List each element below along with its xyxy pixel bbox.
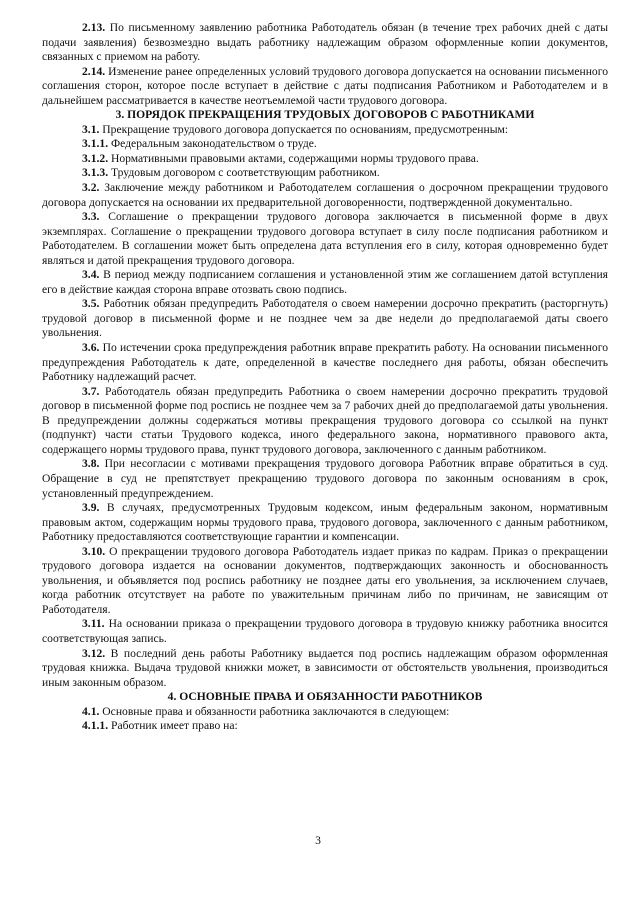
clause-number: 3.2. (82, 181, 100, 195)
clause-number: 2.14. (82, 64, 106, 78)
section-3-heading: 3. ПОРЯДОК ПРЕКРАЩЕНИЯ ТРУДОВЫХ ДОГОВОРОВ С РАБОТНИКАМИ (115, 108, 535, 122)
clause-number: 3.1.1. (82, 137, 109, 151)
clause-number: 3.1.2. (82, 151, 109, 165)
clause-text: Основные права и обязанности работника заключаются в следующем: (102, 704, 450, 718)
clause-text: Работник обязан предупредить Работодателя о своем намерении досрочно прекратить (расторгнуть) трудовой договор в письменной форме и не позднее чем за две недели до предполагаемой даты своего увольнения. (42, 297, 609, 340)
clause-text: Заключение между работником и Работодателем соглашения о досрочном прекращении трудового договора допускается на основании их предварительной договоренности, подтвержденной документально. (42, 181, 608, 209)
clause-text: По письменному заявлению работника Работодатель обязан (в течение трех рабочих дней с даты подачи заявления) безвозмездно выдать работнику надлежащим образом оформленные копии документов, связанных с приемом на работу. (42, 21, 608, 64)
clause-number: 3.4. (82, 268, 100, 282)
clause-text: Трудовым договором с соответствующим работником. (111, 166, 380, 180)
clause-3-1 (42, 123, 608, 138)
clause-4-1-1 (42, 719, 608, 734)
clause-3-10 (42, 545, 608, 618)
clause-number: 3.6. (82, 341, 100, 355)
clause-3-9 (42, 501, 608, 545)
clause-3-1-1 (42, 137, 608, 152)
clause-text: О прекращении трудового договора Работодатель издает приказ по кадрам. Приказ о прекращении трудового договора издается на основании документов, подтверждающих законность и обоснованность увольнения, и объявляется под роспись работнику не позднее даты его увольнения, за исключением случаев, когда работник отсутствует на работе по уважительным причинам либо по причинам, не зависящим от Работодателя. (42, 544, 608, 616)
clause-3-8 (42, 457, 608, 501)
clause-text: Изменение ранее определенных условий трудового договора допускается на основании письменного соглашения сторон, которое после вступает в действие с даты подписания Работником и Работодателем и в дальнейшем рассматривается в качестве неотъемлемой части трудового договора. (42, 64, 608, 107)
clause-number: 3.10. (82, 544, 106, 558)
clause-3-2 (42, 181, 608, 210)
clause-number: 3.3. (82, 210, 100, 224)
clause-2-14 (42, 65, 608, 109)
clause-number: 3.12. (82, 646, 106, 660)
clause-number: 4.1. (82, 704, 100, 718)
clause-number: 3.1. (82, 122, 100, 136)
clause-number: 3.5. (82, 297, 100, 311)
clause-4-1 (42, 705, 608, 720)
clause-text: Нормативными правовыми актами, содержащими нормы трудового права. (111, 151, 479, 165)
clause-text: Работодатель обязан предупредить Работника о своем намерении досрочно прекратить трудовой договор в письменной форме под роспись не позднее чем за 7 рабочих дней до предполагаемой даты увольнения. В предупреждении должны содержаться мотивы прекращения трудового договора со ссылкой на пункт (подпункт) части статьи Трудового кодекса, иного федерального закона, нормативного правового акта, содержащего нормы трудового права, пункт трудового договора, заключенного с данным работником. (42, 384, 608, 456)
clause-text: При несогласии с мотивами прекращения трудового договора Работник вправе обратиться в суд. Обращение в суд не препятствует прекращению трудового договора по законным основаниям в срок, установленный предупреждением. (42, 457, 608, 500)
clause-2-13 (42, 21, 608, 65)
clause-3-1-3 (42, 166, 608, 181)
clause-text: По истечении срока предупреждения работник вправе прекратить работу. На основании письменного предупреждения Работодатель к дате, определенной в качестве последнего дня работы, обязан обеспечить Работнику надлежащий расчет. (42, 341, 608, 384)
clause-number: 3.9. (82, 501, 100, 515)
clause-3-1-2 (42, 152, 608, 167)
clause-text: На основании приказа о прекращении трудового договора в трудовую книжку работника вносится соответствующая запись. (42, 617, 608, 645)
clause-text: Работник имеет право на: (111, 719, 238, 733)
clause-number: 2.13. (82, 21, 106, 34)
page-number: 3 (315, 834, 321, 847)
clause-number: 3.1.3. (82, 166, 109, 180)
clause-3-11 (42, 617, 608, 646)
clause-number: 4.1.1. (82, 719, 109, 733)
clause-3-3 (42, 210, 608, 268)
document-page (42, 21, 608, 734)
clause-number: 3.11. (82, 617, 105, 631)
clause-number: 3.7. (82, 384, 100, 398)
clause-text: В период между подписанием соглашения и установленной этим же соглашением датой вступления его в действие каждая сторона вправе отозвать свою подпись. (42, 268, 608, 296)
clause-3-4 (42, 268, 608, 297)
clause-3-12 (42, 647, 608, 691)
clause-text: Соглашение о прекращении трудового договора заключается в письменной форме в двух экземплярах. Соглашение о прекращении трудового договора вступает в силу после подписания работником и Работодателем. В соглашении может быть определена дата вступления его в силу, которая одновременно будет являться и датой прекращения трудового договора. (42, 210, 609, 267)
clause-number: 3.8. (82, 457, 100, 471)
clause-text: В последний день работы Работнику выдается под роспись надлежащим образом оформленная трудовая книжка. Выдача трудовой книжки может, в зависимости от обстоятельств увольнения, производиться иным законным образом. (42, 646, 608, 689)
clause-3-6 (42, 341, 608, 385)
clause-text: В случаях, предусмотренных Трудовым кодексом, иным федеральным законом, нормативным правовым актом, содержащим нормы трудового права, трудового договора, заключенного с данным работником, Работнику предоставляются соответствующие гарантии и компенсации. (42, 501, 608, 544)
clause-3-7 (42, 385, 608, 458)
clause-text: Федеральным законодательством о труде. (111, 137, 317, 151)
section-4-heading: 4. ОСНОВНЫЕ ПРАВА И ОБЯЗАННОСТИ РАБОТНИКОВ (167, 690, 483, 704)
clause-text: Прекращение трудового договора допускается по основаниям, предусмотренным: (102, 122, 509, 136)
clause-3-5 (42, 297, 608, 341)
